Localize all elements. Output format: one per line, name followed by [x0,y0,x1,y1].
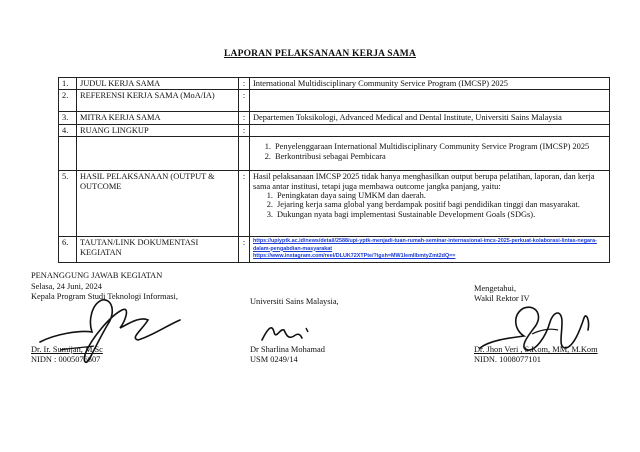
document-title: LAPORAN PELAKSANAAN KERJA SAMA [223,49,417,59]
signer-role: Kepala Program Studi Teknologi Informasi, [31,292,178,302]
scope-list [253,138,606,161]
documentation-link-article[interactable]: https://upiyptk.ac.id/news/detail/2588/upi-yptk-menjadi-tuan-rumah-seminar-internasional-imcs-2025-perkuat-kolaborasi-lintas-negara-dalam-pengabdian-masyarakat [253,238,597,252]
row-colon: : [239,78,250,90]
row-value: Departemen Toksikologi, Advanced Medical and Dental Institute, Universiti Sains Malaysia [250,112,610,124]
row-number: 3. [59,112,77,124]
signer-name: Dr. Jhon Veri , S.Kom, MM, M.Kom [474,345,598,354]
scope-cell [250,137,610,171]
signer-role: Universiti Sains Malaysia, [250,297,339,306]
list-item: 3. Dukungan nyata bagi implementasi Sustainable Development Goals (SDGs). [266,209,536,219]
row-number [59,137,77,171]
outcome-cell [250,171,610,237]
row-number: 2. [59,90,77,112]
row-number: 5. [59,171,77,237]
row-key: RUANG LINGKUP [77,124,239,136]
row-colon: : [239,112,250,124]
report-table [58,77,610,263]
list-item: 1. Penyelenggaraan International Multidisciplinary Community Service Program (IMCSP) 2025 [264,142,590,152]
signer-id: NIDN. 1008077101 [474,355,541,365]
row-key [77,137,239,171]
signature-right-footer [474,345,598,365]
row-number: 1. [59,78,77,90]
list-item: 1. Peningkatan daya saing UMKM dan daerah. [266,191,426,201]
table-row [59,137,610,171]
row-key: JUDUL KERJA SAMA [77,78,239,90]
row-number: 4. [59,124,77,136]
row-value: International Multidisciplinary Community Service Program (IMCSP) 2025 [250,78,610,90]
row-colon [239,137,250,171]
signature-middle-header [250,297,339,307]
signature-middle-image [258,318,318,348]
row-key: MITRA KERJA SAMA [77,112,239,124]
table-row [59,237,610,263]
row-key: HASIL PELAKSANAAN (OUTPUT & OUTCOME [77,171,239,237]
signer-name: Dr Sharlina Mohamad [250,345,325,354]
row-colon: : [239,124,250,136]
documentation-link-instagram[interactable]: https://www.instagram.com/reel/DLUK72XTPte/?igsh=MW1lemllbmtyZmt2dQ== [253,252,456,259]
place-date: Selasa, 24 Juni, 2024 [31,282,102,291]
row-key: REFERENSI KERJA SAMA (MoA/IA) [77,90,239,112]
links-cell [250,237,610,263]
table-row [59,90,610,112]
outcome-intro: Hasil pelaksanaan IMCSP 2025 tidak hanya menghasilkan output berupa pelatihan, laporan, dan kerja sama antar institusi, tetapi juga membawa outcome jangka panjang, yaitu: [253,172,595,191]
row-colon: : [239,90,250,112]
table-row [59,78,610,90]
row-colon: : [239,171,250,237]
signature-middle-footer [250,345,325,365]
row-colon: : [239,237,250,263]
table-row [59,124,610,136]
list-item: 2. Berkontribusi sebagai Pembicara [264,151,386,161]
table-row [59,112,610,124]
signature-left-footer [31,345,103,365]
signer-id: USM 0249/14 [250,355,298,365]
outcome-list [253,191,606,219]
list-item: 2. Jejaring kerja sama global yang berdampak positif bagi pendidikan tinggi dan masyarakat. [266,200,580,210]
signature-heading: PENANGGUNG JAWAB KEGIATAN [31,271,163,280]
row-value [250,90,610,112]
row-value [250,124,610,136]
row-number: 6. [59,237,77,263]
signer-id: NIDN : 0005076607 [31,355,101,365]
row-key: TAUTAN/LINK DOKUMENTASI KEGIATAN [77,237,239,263]
signer-name: Dr. Ir. Sumijan, M.Sc [31,345,103,354]
signer-label: Mengetahui, [474,284,517,293]
signer-role: Wakil Rektor IV [474,294,530,304]
table-row [59,171,610,237]
